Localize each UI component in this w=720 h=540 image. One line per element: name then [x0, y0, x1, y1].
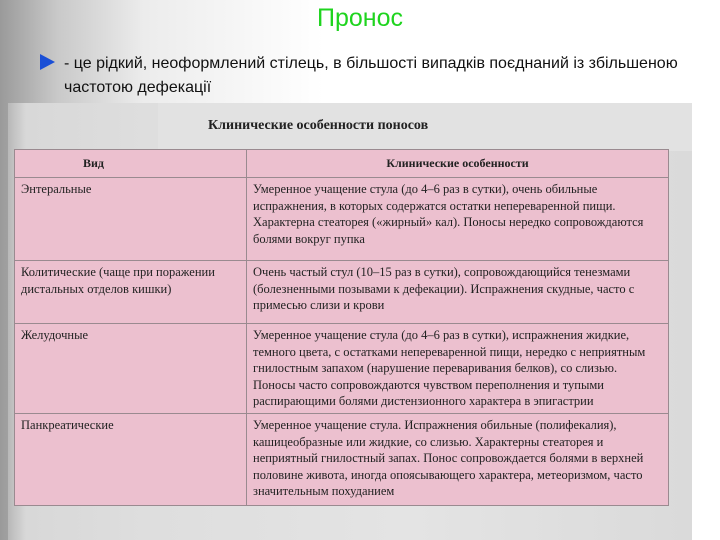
slide-title: Пронос — [317, 4, 403, 32]
table-header-row — [15, 150, 669, 178]
table-row — [15, 414, 669, 506]
scanned-table-image — [8, 103, 692, 540]
header-type: Вид — [15, 150, 247, 178]
row-type-cell: Энтеральные — [15, 178, 247, 261]
row-features-cell: Умеренное учащение стула (до 4–6 раз в сутки), испражнения жидкие, темного цвета, с остатками непереваренной пищи, нередко с неприятным гнилостным запахом (нарушение переваривания белков), со слизью. Поносы часто сопровождаются чувством переполнения и тупыми распирающими болями дистензионного характера в эпигастрии — [247, 324, 669, 414]
row-features-cell: Умеренное учащение стула. Испражнения обильные (полифекалия), кашицеобразные или жидкие, со слизью. Характерны стеаторея и неприятный гнилостный запах. Понос сопровождается болями в верхней половине живота, иногда опоясывающего характера, метеоризмом, часто значительным похуданием — [247, 414, 669, 506]
row-features-cell: Умеренное учащение стула (до 4–6 раз в сутки), очень обильные испражнения, в которых содержатся остатки непереваренной пищи. Характерна стеаторея («жирный» кал). Поносы нередко сопровождаются болями вокруг пупка — [247, 178, 669, 261]
row-features-cell: Очень частый стул (10–15 раз в сутки), сопровождающийся тенезмами (болезненными позывами к дефекации). Испражнения скудные, часто с примесью слизи и крови — [247, 261, 669, 324]
row-type-cell: Желудочные — [15, 324, 247, 414]
table-row — [15, 178, 669, 261]
row-type-cell: Панкреатические — [15, 414, 247, 506]
row-type-cell: Колитические (чаще при поражении дистальных отделов кишки) — [15, 261, 247, 324]
table-row — [15, 324, 669, 414]
definition-bullet — [40, 52, 690, 100]
definition-text: - це рідкий, неоформлений стілець, в більшості випадків поєднаний із збільшеною частотою дефекації — [64, 55, 678, 96]
right-triangle-bullet-icon — [40, 54, 55, 70]
diarrhea-types-table — [14, 149, 669, 506]
table-row — [15, 261, 669, 324]
table-caption: Клинические особенности поносов — [208, 118, 429, 133]
header-features: Клинические особенности — [247, 150, 669, 178]
